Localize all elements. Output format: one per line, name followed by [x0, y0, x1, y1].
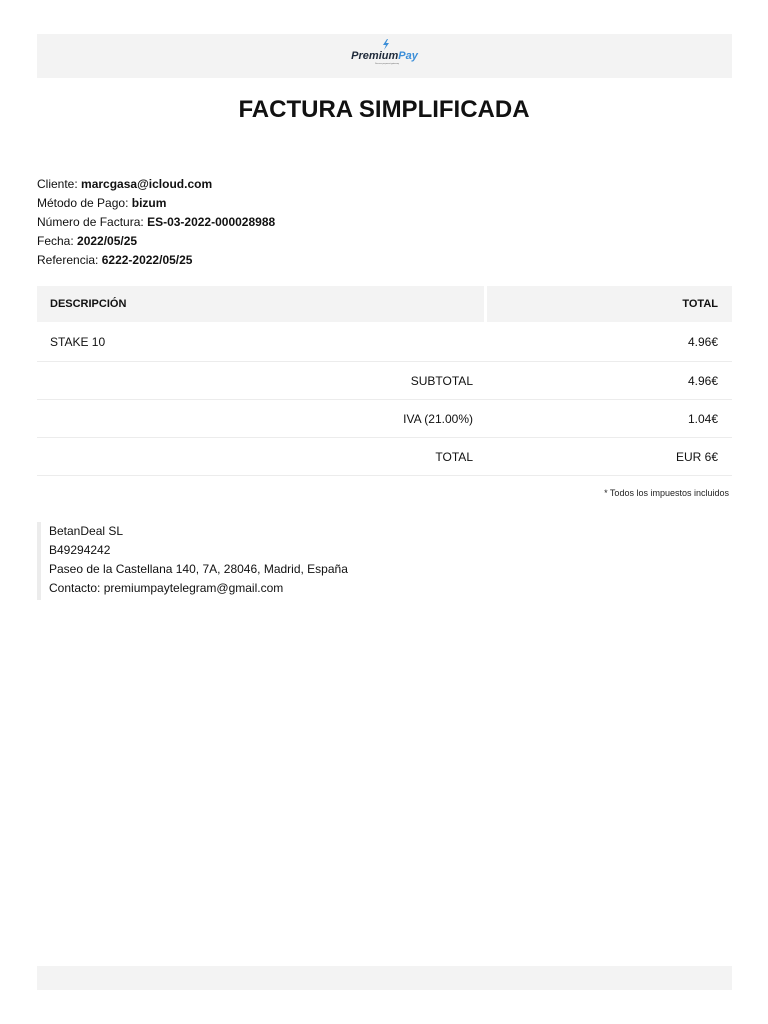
- invoice-info: [37, 175, 275, 270]
- invoice-number-value: ES-03-2022-000028988: [147, 215, 276, 229]
- invoice-number-label: Número de Factura:: [37, 215, 144, 229]
- total-label: TOTAL: [435, 449, 473, 464]
- reference-row: [37, 251, 275, 270]
- logo-text-pay: Pay: [398, 50, 418, 62]
- column-header-total: TOTAL: [487, 286, 732, 322]
- total-value: EUR 6€: [675, 449, 718, 464]
- payment-method-value: bizum: [131, 196, 167, 210]
- item-description: STAKE 10: [50, 334, 106, 349]
- header-band: [37, 34, 732, 78]
- reference-label: Referencia:: [37, 253, 99, 267]
- premiumpay-logo: [351, 50, 418, 65]
- lightning-bolt-icon: [382, 39, 390, 50]
- invoice-number-row: [37, 213, 275, 232]
- table-row-subtotal: [37, 362, 732, 400]
- tax-note: * Todos los impuestos incluidos: [604, 488, 729, 498]
- table-row-item: [37, 322, 732, 362]
- logo-tagline: Secure payment gateway: [375, 63, 400, 65]
- invoice-table: [37, 286, 732, 476]
- date-row: [37, 232, 275, 251]
- company-name: BetanDeal SL: [49, 524, 124, 538]
- footer-band: [37, 966, 732, 990]
- client-label: Cliente:: [37, 177, 78, 191]
- company-contact: Contacto: premiumpaytelegram@gmail.com: [49, 581, 284, 595]
- document-title: FACTURA SIMPLIFICADA: [238, 96, 530, 123]
- subtotal-value: 4.96€: [687, 373, 718, 388]
- tax-value: 1.04€: [687, 411, 718, 426]
- table-header: [37, 286, 732, 322]
- item-total: 4.96€: [687, 334, 718, 349]
- reference-value: 6222-2022/05/25: [101, 253, 193, 267]
- client-row: [37, 175, 275, 194]
- company-address: Paseo de la Castellana 140, 7A, 28046, Madrid, España: [49, 562, 348, 576]
- company-tax-id: B49294242: [49, 543, 111, 557]
- table-row-tax: [37, 400, 732, 438]
- payment-method-row: [37, 194, 275, 213]
- column-header-description: DESCRIPCIÓN: [37, 286, 484, 322]
- tax-label: IVA (21.00%): [403, 411, 473, 426]
- client-value: marcgasa@icloud.com: [81, 177, 213, 191]
- date-value: 2022/05/25: [77, 234, 138, 248]
- date-label: Fecha:: [37, 234, 74, 248]
- subtotal-label: SUBTOTAL: [410, 373, 473, 388]
- logo-text-premium: Premium: [351, 50, 399, 62]
- table-row-total: [37, 438, 732, 476]
- company-info: [37, 522, 348, 600]
- payment-method-label: Método de Pago:: [37, 196, 129, 210]
